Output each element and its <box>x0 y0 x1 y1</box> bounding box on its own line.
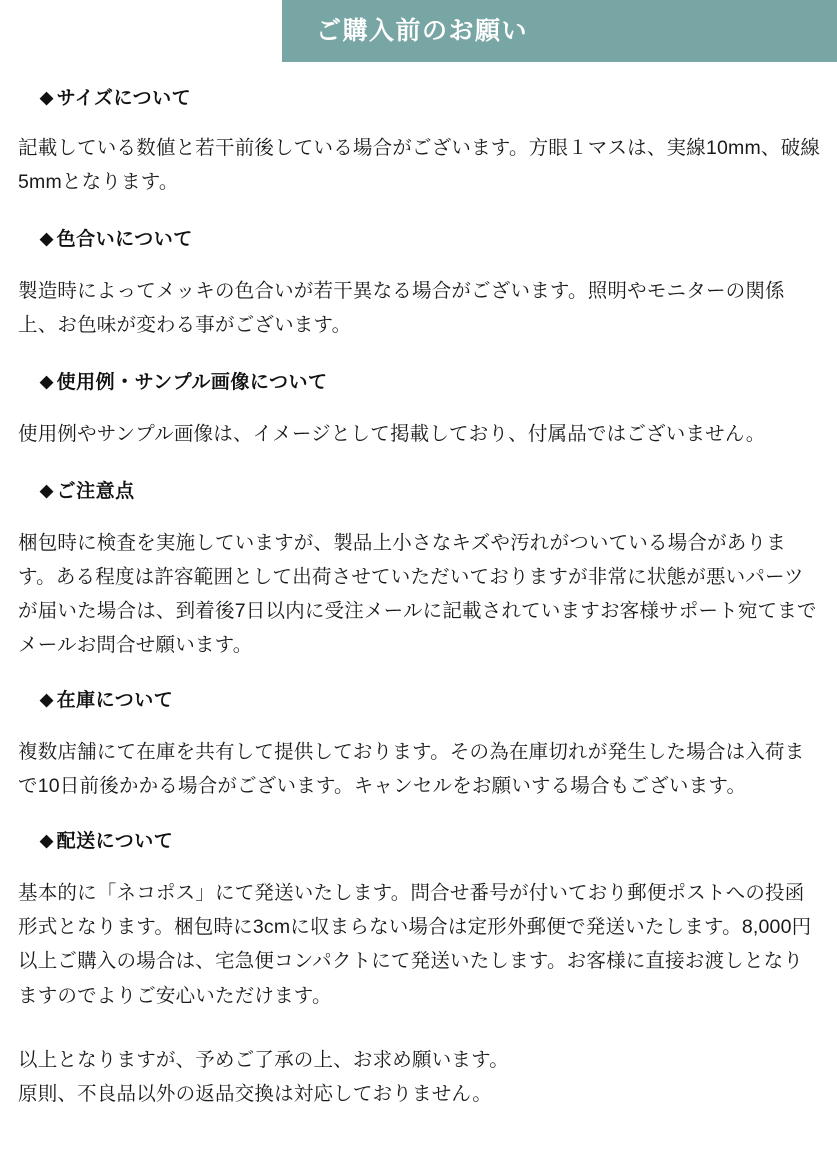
section-stock <box>18 690 821 803</box>
header-title-box <box>282 0 837 62</box>
section-sample-image <box>18 372 821 451</box>
section-heading-size-label: サイズについて <box>56 88 192 109</box>
section-body-size: 記載している数値と若干前後している場合がございます。方眼１マスは、実線10mm、破線5mmとなります。 <box>18 136 821 193</box>
section-heading-caution-label: ご注意点 <box>56 481 135 503</box>
diamond-icon: ◆ <box>40 690 54 710</box>
section-heading-sample <box>18 372 821 395</box>
section-body-caution: 梱包時に検査を実施していますが、製品上小さなキズや汚れがついている場合があります。ある程度は許容範囲として出荷させていただいておりますが非常に状態が悪いパーツが届いた場合は、到着後7日以内に受注メールに記載されていますお客様サポート宛てまでメールお問合せ願います。 <box>18 531 817 657</box>
closing-line-1: 以上となりますが、予めご了承の上、お求め願います。 <box>18 1048 509 1071</box>
section-heading-sample-label: 使用例・サンプル画像について <box>56 372 328 394</box>
closing-line-2: 原則、不良品以外の返品交換は対応しておりません。 <box>18 1082 492 1105</box>
section-shipping <box>18 831 821 1012</box>
section-body-stock: 複数店舗にて在庫を共有して提供しております。その為在庫切れが発生した場合は入荷まで10日前後かかる場合がございます。キャンセルをお願いする場合もございます。 <box>18 741 805 798</box>
diamond-icon: ◆ <box>40 831 54 851</box>
diamond-icon: ◆ <box>40 372 54 392</box>
diamond-icon: ◆ <box>40 229 54 249</box>
section-size <box>18 88 821 199</box>
header-left-spacer <box>0 0 282 62</box>
section-body-sample: 使用例やサンプル画像は、イメージとして掲載しており、付属品ではございません。 <box>18 422 766 445</box>
section-heading-color <box>18 229 821 252</box>
diamond-icon: ◆ <box>40 481 54 501</box>
section-heading-color-label: 色合いについて <box>56 229 193 251</box>
section-heading-shipping <box>18 831 821 854</box>
section-heading-stock-label: 在庫について <box>56 690 174 712</box>
header-band <box>0 0 837 62</box>
closing-note <box>18 1043 821 1111</box>
section-body-shipping: 基本的に「ネコポス」にて発送いたします。問合せ番号が付いており郵便ポストへの投函形式となります。梱包時に3cmに収まらない場合は定形外郵便で発送いたします。8,000円以上ご購入の場合は、宅急便コンパクトにて発送いたします。お客様に直接お渡しとなりますのでよりご安心いただけます。 <box>18 882 812 1007</box>
section-heading-stock <box>18 690 821 713</box>
section-heading-size <box>18 88 821 111</box>
section-caution <box>18 481 821 662</box>
section-body-color: 製造時によってメッキの色合いが若干異なる場合がございます。照明やモニターの関係上、お色味が変わる事がございます。 <box>18 279 785 336</box>
section-color <box>18 229 821 342</box>
content-area <box>0 88 837 1111</box>
section-heading-shipping-label: 配送について <box>56 831 174 853</box>
section-heading-caution <box>18 481 821 504</box>
page-title: ご購入前のお願い <box>316 16 529 45</box>
diamond-icon: ◆ <box>40 88 54 107</box>
